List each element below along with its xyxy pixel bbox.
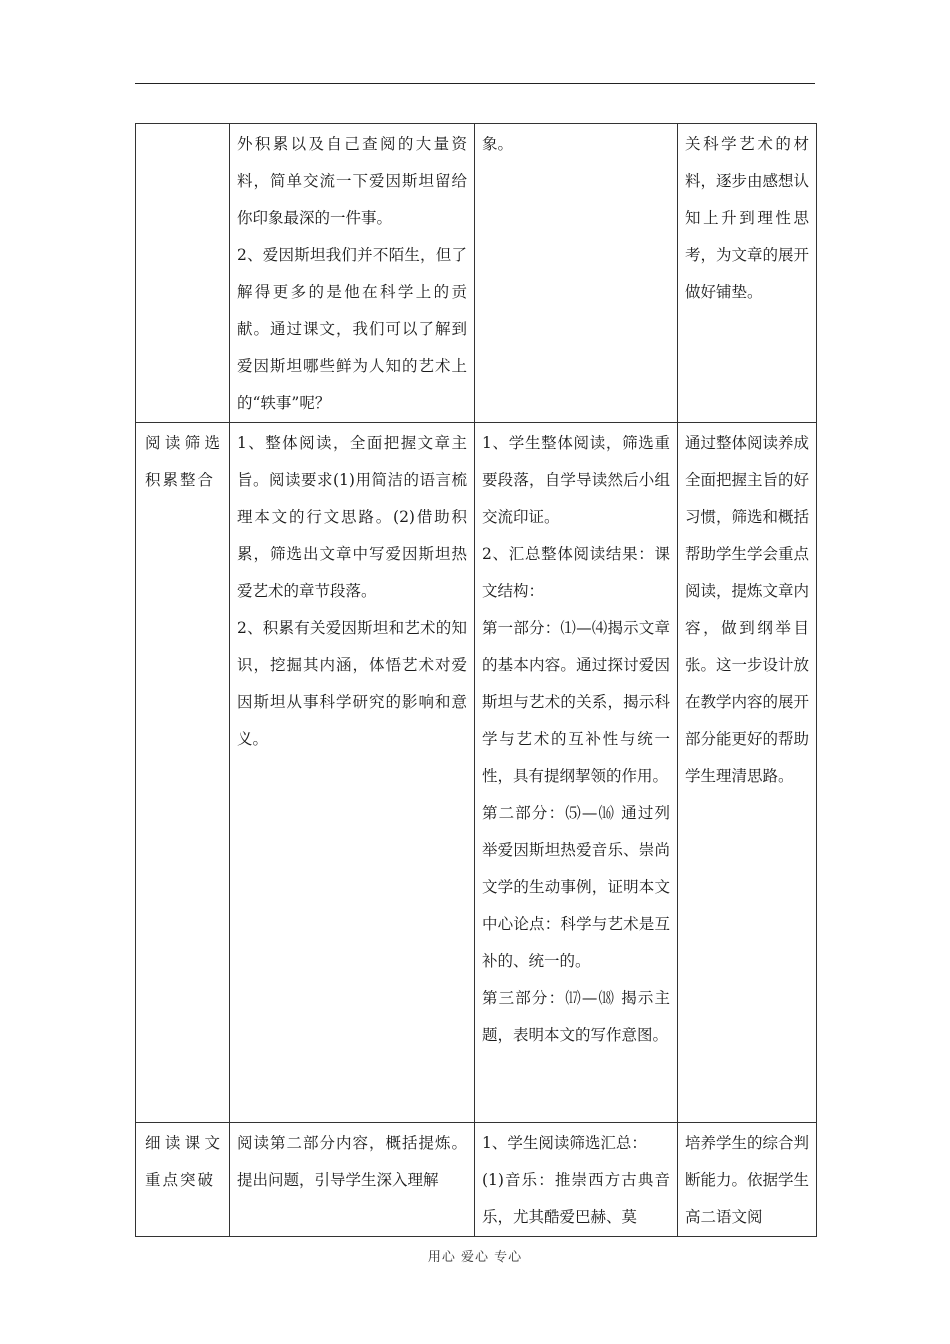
paragraph: 阅读第二部分内容，概括提炼。提出问题，引导学生深入理解 <box>237 1134 467 1189</box>
lesson-plan-table <box>135 123 817 1237</box>
paragraph: 2、汇总整体阅读结果：课文结构： <box>482 545 670 600</box>
paragraph: 2、爱因斯坦我们并不陌生，但了解得更多的是他在科学上的贡献。通过课文，我们可以了解到爱因斯坦哪些鲜为人知的艺术上的“轶事”呢？ <box>237 246 467 412</box>
table-row <box>136 423 817 1123</box>
design-intent-cell <box>678 423 817 1123</box>
paragraph: 2、积累有关爱因斯坦和艺术的知识，挖掘其内涵，体悟艺术对爱因斯坦从事科学研究的影响和意义。 <box>237 619 467 748</box>
paragraph: 关科学艺术的材料，逐步由感想认知上升到理性思考，为文章的展开做好铺垫。 <box>685 135 810 301</box>
student-activity-cell <box>475 423 678 1123</box>
stage-cell: 细读课文重点突破 <box>136 1123 230 1237</box>
paragraph: 1、整体阅读，全面把握文章主旨。阅读要求(1)用简洁的语言梳理本文的行文思路。(2)借助积累，筛选出文章中写爱因斯坦热爱艺术的章节段落。 <box>237 434 467 600</box>
stage-cell: 阅读筛选积累整合 <box>136 423 230 1123</box>
student-activity-cell <box>475 1123 678 1237</box>
header-rule <box>135 83 815 84</box>
page-footer: 用心 爱心 专心 <box>427 1250 523 1265</box>
paragraph: 第二部分：⑸—⒃ 通过列举爱因斯坦热爱音乐、崇尚文学的生动事例，证明本文中心论点：科学与艺术是互补的、统一的。 <box>482 804 670 970</box>
paragraph: 象。 <box>482 135 514 153</box>
teacher-activity-cell <box>230 1123 475 1237</box>
paragraph: 1、学生阅读筛选汇总： <box>482 1134 647 1152</box>
paragraph: 第一部分：⑴—⑷揭示文章的基本内容。通过探讨爱因斯坦与艺术的关系，揭示科学与艺术的互补性与统一性，具有提纲挈领的作用。 <box>482 619 670 785</box>
stage-cell <box>136 124 230 423</box>
design-intent-cell <box>678 1123 817 1237</box>
paragraph: 培养学生的综合判断能力。依据学生高二语文阅 <box>685 1134 810 1226</box>
paragraph: 外积累以及自己查阅的大量资料，简单交流一下爱因斯坦留给你印象最深的一件事。 <box>237 135 467 227</box>
paragraph: 第三部分：⒄—⒅ 揭示主题，表明本文的写作意图。 <box>482 989 670 1044</box>
paragraph: (1)音乐：推崇西方古典音乐，尤其酷爱巴赫、莫 <box>482 1171 670 1226</box>
student-activity-cell <box>475 124 678 423</box>
table-row <box>136 1123 817 1237</box>
teacher-activity-cell <box>230 124 475 423</box>
table-row <box>136 124 817 423</box>
teacher-activity-cell <box>230 423 475 1123</box>
paragraph: 1、学生整体阅读，筛选重要段落，自学导读然后小组交流印证。 <box>482 434 670 526</box>
design-intent-cell <box>678 124 817 423</box>
paragraph: 通过整体阅读养成全面把握主旨的好习惯，筛选和概括帮助学生学会重点阅读，提炼文章内容，做到纲举目张。这一步设计放在教学内容的展开部分能更好的帮助学生理清思路。 <box>685 434 810 785</box>
